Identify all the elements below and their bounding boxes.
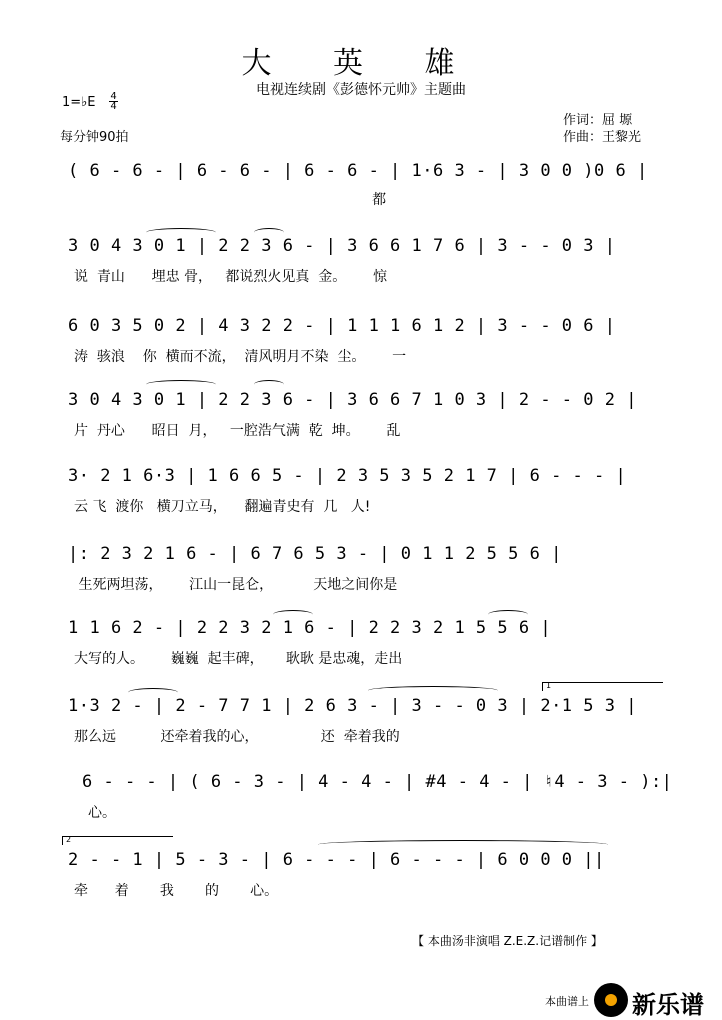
- lyric-line: 涛 骇浪 你 横而不流， 清风明月不染 尘。 一: [74, 349, 407, 365]
- time-signature-top: 4: [110, 91, 117, 102]
- notation-line: 3· 2 1 6·3 | 1 6 6 5 - | 2 3 5 3 5 2 1 7 | 6 - - - |: [68, 466, 627, 486]
- notation-line: |: 2 3 2 1 6 - | 6 7 6 5 3 - | 0 1 1 2 5 5 6 |: [68, 544, 562, 564]
- lyric-line: 生死两坦荡， 江山一昆仑， 天地之间你是: [74, 577, 398, 593]
- lyric-line: 大写的人。 巍巍 起丰碑， 耿耿 是忠魂，走出: [74, 651, 403, 667]
- notation-line: 3 0 4 3 0 1 | 2 2 3 6 - | 3 6 6 1 7 6 | 3 - - 0 3 |: [68, 236, 616, 256]
- watermark-prefix: 本曲谱上: [545, 995, 589, 1008]
- music-system-3: [68, 312, 668, 376]
- volta-bracket-2: 2: [62, 836, 173, 845]
- notation-line: 1·3 2 - | 2 - 7 7 1 | 2 6 3 - | 3 - - 0 3 | 2·1 5 3 |: [68, 696, 637, 716]
- composer-credit: 作曲：王黎光: [563, 130, 642, 145]
- lyric-line: 都: [74, 192, 387, 208]
- music-system-7: [68, 614, 668, 678]
- lyric-line: 说 青山 埋忠 骨， 都说烈火见真 金。 惊: [74, 269, 388, 285]
- music-system-4: [68, 386, 668, 450]
- lyric-line: 牵 着 我 的 心。: [74, 883, 279, 899]
- lyricist-credit: 作词：屈 塬: [563, 113, 633, 128]
- music-system-6: [68, 540, 668, 604]
- lyric-line: 心。: [88, 805, 116, 821]
- music-system-5: [68, 462, 668, 526]
- music-system-10: [66, 835, 668, 910]
- key-signature: 1=♭E: [62, 95, 96, 110]
- time-signature-bottom: 4: [110, 101, 117, 112]
- lyric-line: 片 丹心 昭日 月， 一腔浩气满 乾 坤。 乱: [74, 423, 401, 439]
- transcription-credit: 【 本曲汤非演唱 Z.E.Z.记谱制作 】: [412, 934, 603, 948]
- record-disc-icon: [594, 983, 628, 1017]
- site-logo-text: 新乐谱: [632, 991, 704, 1019]
- music-system-1: [68, 157, 668, 221]
- song-subtitle: 电视连续剧《彭德怀元帅》主题曲: [256, 82, 466, 98]
- music-system-2: [68, 232, 668, 296]
- lyric-line: 云 飞 渡你 横刀立马， 翻遍青史有 几 人!: [74, 499, 371, 515]
- notation-line: 6 - - - | ( 6 - 3 - | 4 - 4 - | #4 - 4 - | ♮4 - 3 - ):|: [82, 772, 673, 792]
- time-signature: [109, 92, 118, 111]
- record-disc-center: [605, 994, 617, 1006]
- notation-line: ( 6 - 6 - | 6 - 6 - | 6 - 6 - | 1·6 3 - | 3 0 0 )0 6 |: [68, 161, 648, 181]
- notation-line: 1 1 6 2 - | 2 2 3 2 1 6 - | 2 2 3 2 1 5 5 6 |: [68, 618, 552, 638]
- lyric-line: 那么远 还牵着我的心， 还 牵着我的: [74, 729, 400, 745]
- music-system-8: [68, 681, 668, 756]
- notation-line: 2 - - 1 | 5 - 3 - | 6 - - - | 6 - - - | 6 0 0 0 ||: [68, 850, 605, 870]
- notation-line: 6 0 3 5 0 2 | 4 3 2 2 - | 1 1 1 6 1 2 | 3 - - 0 6 |: [68, 316, 616, 336]
- volta-bracket-1: 1: [542, 682, 663, 691]
- song-title: 大 英 雄: [241, 46, 481, 81]
- notation-line: 3 0 4 3 0 1 | 2 2 3 6 - | 3 6 6 7 1 0 3 | 2 - - 0 2 |: [68, 390, 637, 410]
- music-system-9: [82, 768, 673, 832]
- tempo-marking: 每分钟90拍: [60, 130, 129, 145]
